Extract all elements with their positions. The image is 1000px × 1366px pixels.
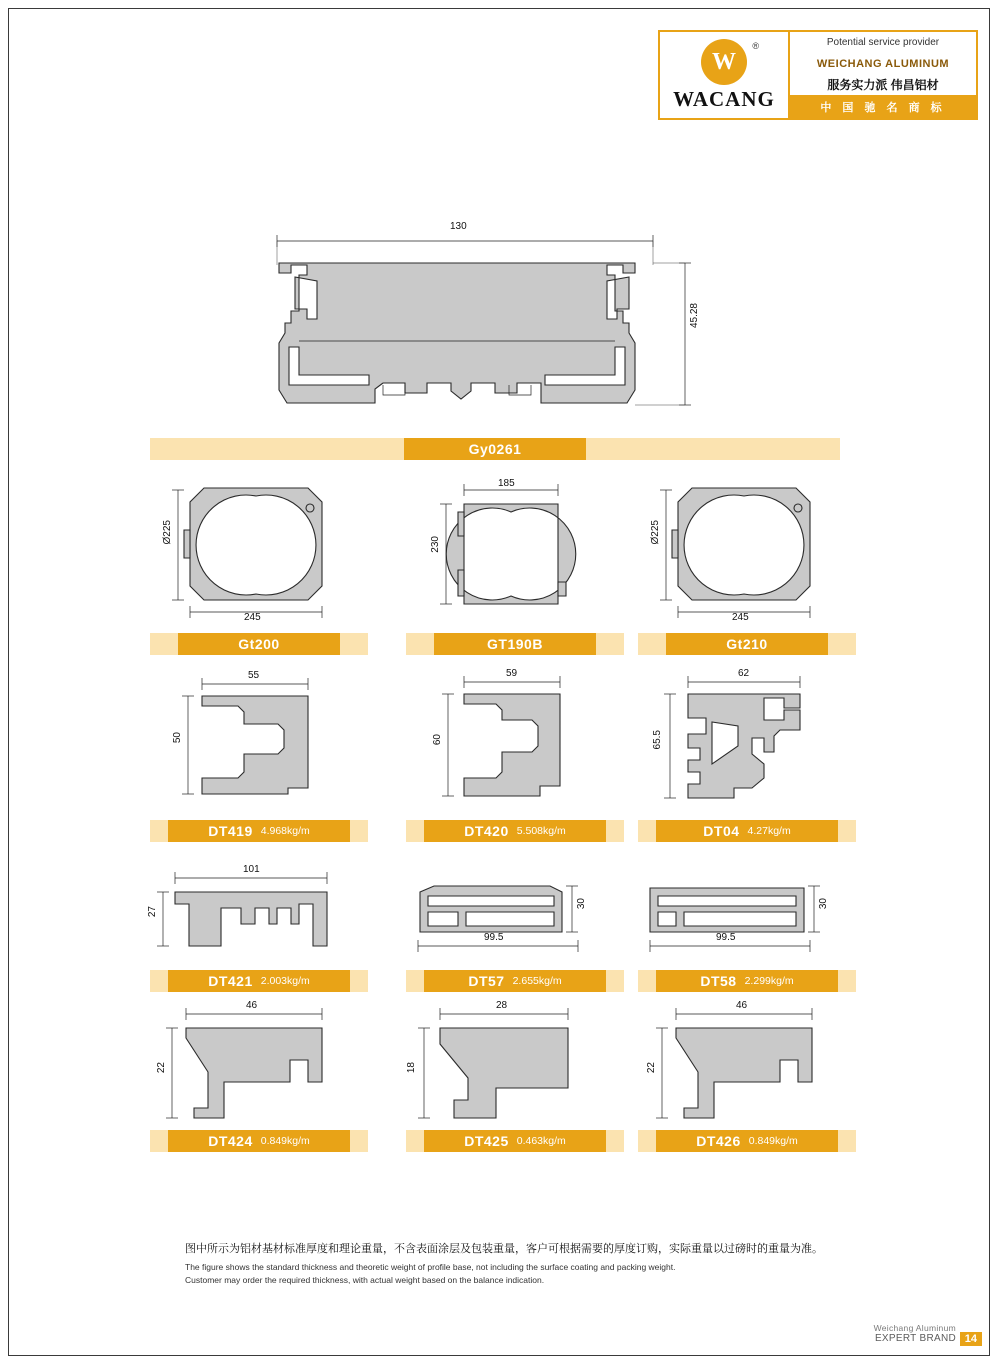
profile-drawing-dt424 [150, 1000, 350, 1130]
profile-drawing-dt57 [400, 862, 600, 967]
caption-bar-dt421 [150, 970, 368, 992]
caption-bar-dt424 [150, 1130, 368, 1152]
caption-bar-gt210 [638, 633, 856, 655]
dimension-height-gt210: Ø225 [650, 520, 661, 545]
dimension-height-dt420: 60 [432, 734, 443, 746]
profile-drawing-dt425 [400, 1000, 600, 1130]
dimension-height-dt58: 30 [818, 898, 829, 910]
dimension-height-dt426: 22 [646, 1062, 657, 1074]
footer-note-cn: 图中所示为铝材基材标准厚度和理论重量，不含表面涂层及包装重量，客户可根据需要的厚度订购，实际重量以过磅时的重量为准。 [185, 1243, 823, 1255]
dimension-height-dt57: 30 [576, 898, 587, 910]
profile-weight-dt420: 5.508kg/m [516, 825, 566, 837]
profile-code-dt420: DT420 [464, 823, 509, 839]
dimension-height-gt200: Ø225 [162, 520, 173, 545]
profile-drawing-dt421 [145, 862, 345, 967]
profile-drawing-gt210 [648, 478, 828, 623]
profile-code-dt426: DT426 [696, 1133, 741, 1149]
profile-drawing-dt426 [640, 1000, 840, 1130]
profile-weight-dt419: 4.968kg/m [260, 825, 310, 837]
profile-drawing-dt04 [648, 668, 828, 813]
caption-bar-dt04 [638, 820, 856, 842]
dimension-height-dt419: 50 [172, 732, 183, 744]
dimension-width-dt57: 99.5 [484, 932, 504, 943]
profile-drawing-dt419 [160, 668, 340, 813]
dimension-width-gt190b: 185 [498, 478, 515, 489]
brand-name: WACANG [673, 86, 775, 111]
dimension-height-gt190b: 230 [430, 536, 441, 553]
dimension-width-gt210: 245 [732, 612, 749, 623]
profile-code-dt419: DT419 [208, 823, 253, 839]
profile-code-gy0261: Gy0261 [468, 441, 522, 457]
caption-bar-gt190b [406, 633, 624, 655]
profile-code-dt04: DT04 [703, 823, 740, 839]
dimension-width-dt421: 101 [243, 864, 260, 875]
profile-code-dt425: DT425 [464, 1133, 509, 1149]
profile-code-gt210: Gt210 [726, 636, 768, 652]
dimension-width-gt200: 245 [244, 612, 261, 623]
profile-code-gt200: Gt200 [238, 636, 280, 652]
dimension-width-dt04: 62 [738, 668, 750, 679]
profile-code-dt58: DT58 [700, 973, 737, 989]
dimension-height-dt424: 22 [156, 1062, 167, 1074]
caption-bar-dt58 [638, 970, 856, 992]
profile-code-gt190b: GT190B [487, 636, 543, 652]
tagline-en-2: WEICHANG ALUMINUM [816, 57, 950, 70]
caption-bar-gy0261 [150, 438, 840, 460]
caption-bar-dt426 [638, 1130, 856, 1152]
profile-weight-dt426: 0.849kg/m [748, 1135, 798, 1147]
logo-w-glyph: W [712, 48, 736, 75]
page-number: 14 [960, 1332, 982, 1346]
brand-taglines [790, 32, 976, 118]
wacang-logo-icon [701, 39, 759, 85]
dimension-width-gy0261: 130 [450, 221, 467, 232]
profile-weight-dt424: 0.849kg/m [260, 1135, 310, 1147]
profile-weight-dt425: 0.463kg/m [516, 1135, 566, 1147]
caption-bar-dt419 [150, 820, 368, 842]
dimension-width-dt424: 46 [246, 1000, 258, 1011]
caption-bar-dt57 [406, 970, 624, 992]
profile-code-dt57: DT57 [468, 973, 505, 989]
footer-brand-line2: EXPERT BRAND [874, 1333, 956, 1344]
dimension-height-dt04: 65.5 [652, 730, 663, 750]
profile-weight-dt04: 4.27kg/m [747, 825, 791, 837]
dimension-width-dt420: 59 [506, 668, 518, 679]
dimension-height-gy0261: 45.28 [689, 303, 700, 329]
tagline-cn: 服务实力派 伟昌铝材 [827, 78, 939, 93]
tagline-trademark: 中 国 驰 名 商 标 [790, 95, 976, 118]
footer-note [185, 1240, 845, 1287]
caption-bar-dt420 [406, 820, 624, 842]
caption-bar-gt200 [150, 633, 368, 655]
footer-note-en-1: The figure shows the standard thickness and theoretic weight of profile base, not including the surface coating and packing weight. [185, 1262, 676, 1272]
profile-drawing-gy0261 [255, 215, 745, 425]
brand-logo [660, 32, 790, 118]
footer-brand-line1: Weichang Aluminum [873, 1323, 956, 1333]
footer-note-en-2: Customer may order the required thickness, with actual weight based on the balance indication. [185, 1274, 545, 1285]
profile-weight-dt421: 2.003kg/m [260, 975, 310, 987]
profile-drawing-gt190b [420, 478, 600, 623]
dimension-height-dt425: 18 [406, 1062, 417, 1074]
dimension-width-dt58: 99.5 [716, 932, 736, 943]
dimension-height-dt421: 27 [147, 906, 158, 918]
profile-drawing-gt200 [160, 478, 340, 623]
profile-code-dt424: DT424 [208, 1133, 253, 1149]
dimension-width-dt425: 28 [496, 1000, 508, 1011]
dimension-width-dt426: 46 [736, 1000, 748, 1011]
brand-header [658, 30, 978, 120]
footer-brand [874, 1323, 956, 1344]
caption-bar-dt425 [406, 1130, 624, 1152]
tagline-en-1: Potential service provider [826, 37, 940, 48]
profile-weight-dt58: 2.299kg/m [744, 975, 794, 987]
profile-drawing-dt58 [628, 862, 828, 967]
profile-drawing-dt420 [420, 668, 600, 813]
dimension-width-dt419: 55 [248, 670, 260, 681]
registered-mark: ® [752, 40, 759, 51]
profile-code-dt421: DT421 [208, 973, 253, 989]
profile-weight-dt57: 2.655kg/m [512, 975, 562, 987]
